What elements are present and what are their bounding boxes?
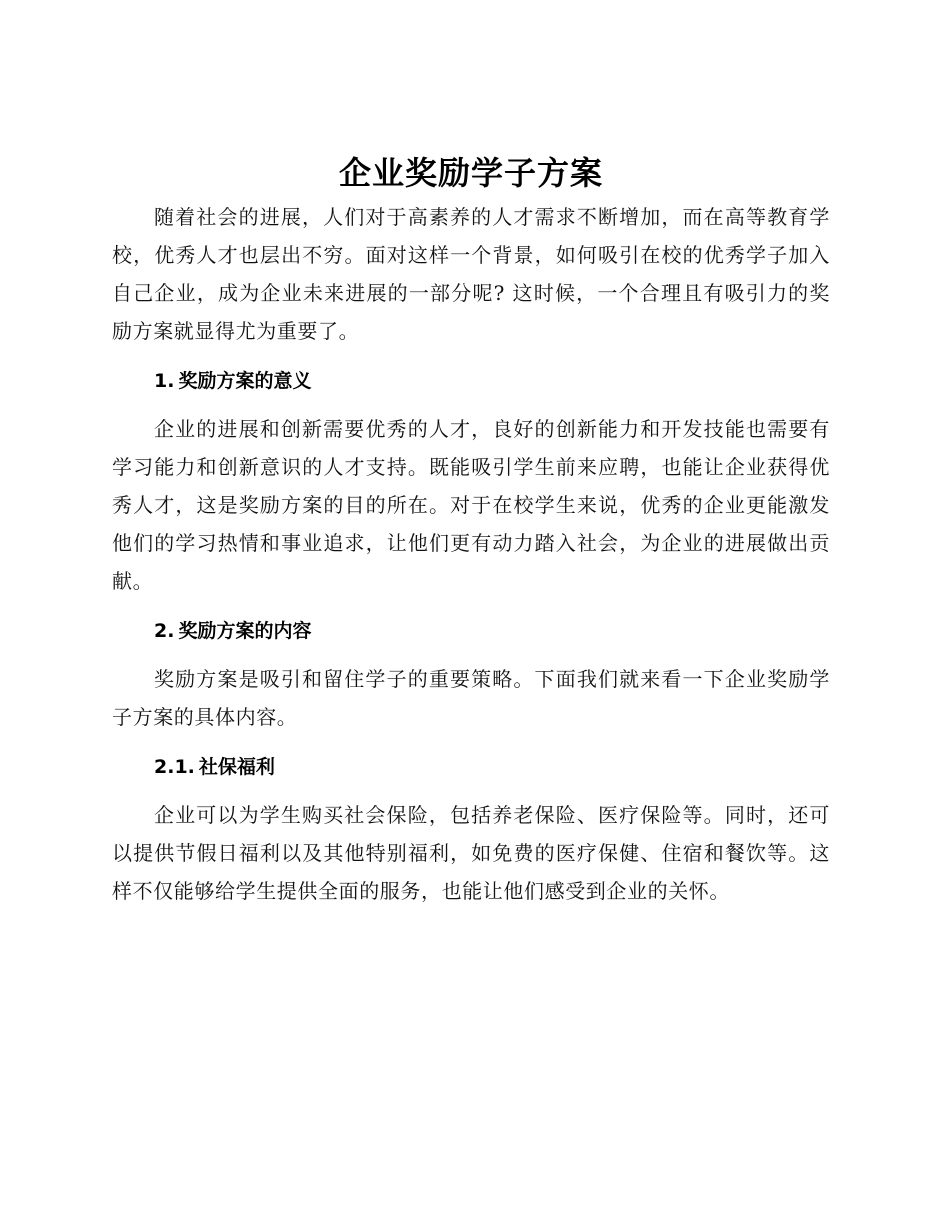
section-paragraph-2: 奖励方案是吸引和留住学子的重要策略。下面我们就来看一下企业奖励学子方案的具体内容。 <box>112 667 830 729</box>
document-body <box>112 150 830 910</box>
section-paragraph-2-1: 企业可以为学生购买社会保险，包括养老保险、医疗保险等。同时，还可以提供节假日福利以及其他特别福利，如免费的医疗保健、住宿和餐饮等。这样不仅能够给学生提供全面的服务，也能让他们感受到企业的关怀。 <box>112 803 830 903</box>
section-number: 2. <box>154 620 175 642</box>
section-title: 奖励方案的意义 <box>178 370 312 392</box>
section-number: 1. <box>154 370 175 392</box>
section-number: 2.1. <box>154 756 195 778</box>
section-title: 奖励方案的内容 <box>178 620 312 642</box>
section-heading-2 <box>112 616 830 646</box>
intro-paragraph: 随着社会的进展，人们对于高素养的人才需求不断增加，而在高等教育学校，优秀人才也层出不穷。面对这样一个背景，如何吸引在校的优秀学子加入自己企业，成为企业未来进展的一部分呢? 这时候，一个合理且有吸引力的奖励方案就显得尤为重要了。 <box>112 205 830 343</box>
section-heading-1 <box>112 366 830 396</box>
section-heading-2-1 <box>112 752 830 782</box>
section-title: 社保福利 <box>198 756 275 778</box>
section-paragraph-1: 企业的进展和创新需要优秀的人才，良好的创新能力和开发技能也需要有学习能力和创新意识的人才支持。既能吸引学生前来应聘，也能让企业获得优秀人才，这是奖励方案的目的所在。对于在校学生来说，优秀的企业更能激发他们的学习热情和事业追求，让他们更有动力踏入社会，为企业的进展做出贡献。 <box>112 417 830 593</box>
page-title: 企业奖励学子方案 <box>338 154 603 192</box>
